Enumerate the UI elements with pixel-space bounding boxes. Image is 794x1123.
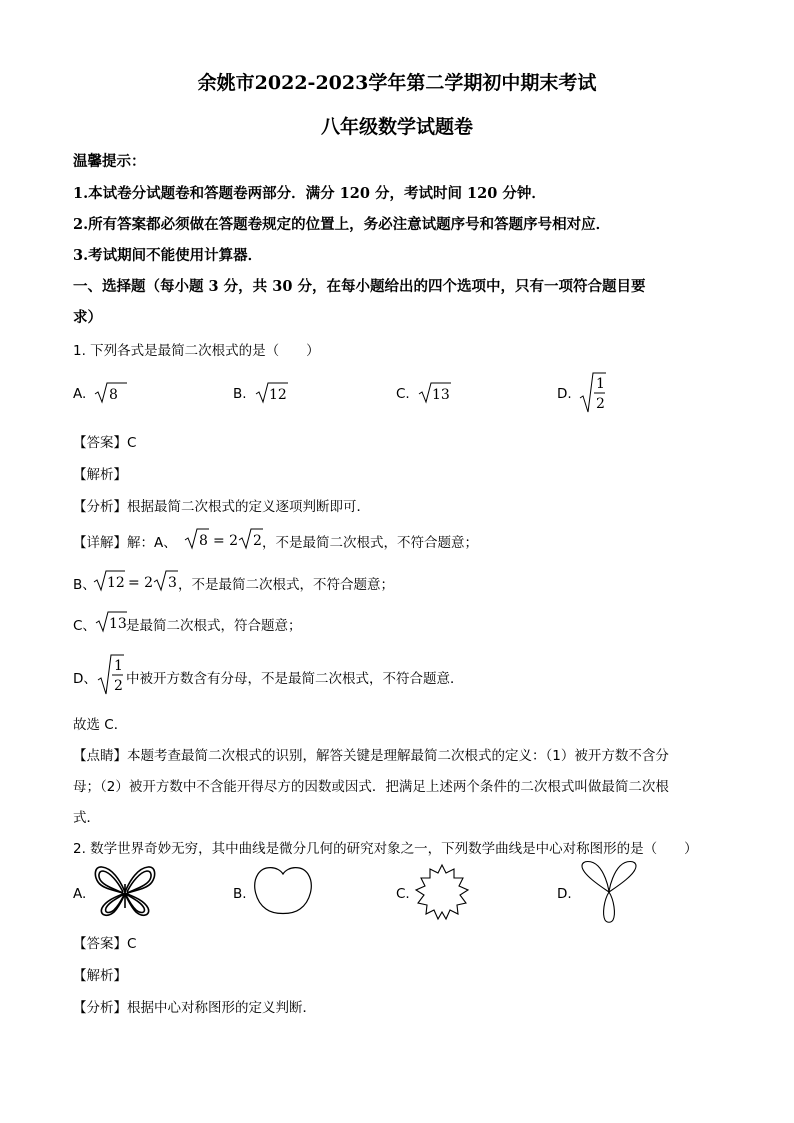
q1-detail-b-right: 3 <box>168 575 177 591</box>
q1-option-b-radicand: 12 <box>269 387 287 403</box>
q1-detail-a-text: ，不是最简二次根式，不符合题意； <box>262 535 478 551</box>
q2-option-c-letter: C. <box>396 886 410 902</box>
q1-detail-c-text: 是最简二次根式，符合题意； <box>126 618 302 634</box>
q1-detail-d-sqrt-fraction <box>96 652 126 698</box>
q1-dianjing-text1: 本题考查最简二次根式的识别，解答关键是理解最简二次根式的定义：（1）被开方数不含分 <box>127 748 669 764</box>
q1-detail-label: 【详解】 <box>73 535 127 551</box>
q1-option-b-letter: B. <box>233 386 247 402</box>
three-leaf-rose-curve-icon <box>576 860 642 924</box>
q1-fenxi-text: 根据最简二次根式的定义逐项判断即可． <box>127 499 370 515</box>
q1-detail-a-expression <box>183 526 273 552</box>
q2-option-a-letter: A. <box>73 886 87 902</box>
q1-stem: 1. 下列各式是最简二次根式的是（ ） <box>73 343 320 359</box>
tips-item-1: 1.本试卷分试题卷和答题卷两部分．满分 120 分，考试时间 120 分钟． <box>73 185 546 202</box>
q1-detail-b-prefix: B、 <box>73 577 96 593</box>
q1-detail-c-radicand: 13 <box>109 616 127 632</box>
q2-option-d-letter: D. <box>557 886 572 902</box>
q2-answer <box>73 932 136 952</box>
cardioid-curve-icon <box>252 864 314 918</box>
exam-subtitle: 八年级数学试题卷 <box>320 116 473 138</box>
tips-item-2: 2.所有答案都必须做在答题卷规定的位置上，务必注意试题序号和答题序号相对应． <box>73 216 611 233</box>
q1-fenxi-label: 【分析】 <box>73 499 127 515</box>
q1-analysis-label: 【解析】 <box>73 467 127 483</box>
q1-detail-a-eq: = 2 <box>213 533 239 549</box>
q2-fenxi-label: 【分析】 <box>73 1000 127 1016</box>
q1-fenxi <box>73 495 370 515</box>
q1-option-d-letter: D. <box>557 386 572 402</box>
section-heading-line1: 一、选择题（每小题 3 分，共 30 分，在每小题给出的四个选项中，只有一项符合题目要 <box>73 278 646 295</box>
q1-detail-b-eq: = 2 <box>128 575 154 591</box>
q1-detail-d-text: 中被开方数含有分母，不是最简二次根式，不符合题意． <box>126 671 464 687</box>
q1-option-a-sqrt <box>93 380 133 406</box>
q1-answer-label: 【答案】 <box>73 435 127 451</box>
q1-detail-a-right: 2 <box>253 533 262 549</box>
q2-option-b-letter: B. <box>233 886 247 902</box>
q1-detail-b-expression <box>92 568 192 594</box>
section-heading-line2: 求） <box>73 309 102 326</box>
q1-conclusion: 故选 C． <box>73 717 128 733</box>
q2-analysis-label: 【解析】 <box>73 968 127 984</box>
q1-dianjing-line2: 母；（2）被开方数中不含能开得尽方的因数或因式．把满足上述两个条件的二次根式叫做最简二次根 <box>73 779 669 795</box>
q1-dianjing-label: 【点睛】 <box>73 748 127 764</box>
q1-option-c-radicand: 13 <box>432 387 450 403</box>
q1-option-d-denominator: 2 <box>596 396 605 412</box>
star-snowflake-curve-icon <box>412 862 472 922</box>
q1-answer-value: C <box>127 435 137 451</box>
q1-detail-d-numerator: 1 <box>114 658 123 674</box>
q2-answer-value: C <box>127 936 137 952</box>
q1-detail-a-prefix: 解：A、 <box>127 535 177 551</box>
q1-detail-a <box>73 531 177 551</box>
q1-option-a-radicand: 8 <box>109 387 118 403</box>
q1-option-d-sqrt-fraction <box>578 370 608 416</box>
q2-fenxi <box>73 996 316 1016</box>
q1-option-a-letter: A. <box>73 386 87 402</box>
tips-heading: 温馨提示： <box>73 153 146 170</box>
q2-fenxi-text: 根据中心对称图形的定义判断． <box>127 1000 316 1016</box>
q2-stem: 2. 数学世界奇妙无穷，其中曲线是微分几何的研究对象之一，下列数学曲线是中心对称图形的是（ ） <box>73 841 698 857</box>
q1-detail-b-left: 12 <box>107 575 125 591</box>
q1-dianjing-line3: 式． <box>73 810 100 826</box>
exam-title: 余姚市2022-2023学年第二学期初中期末考试 <box>197 72 597 94</box>
tips-item-3: 3.考试期间不能使用计算器． <box>73 247 263 264</box>
q1-option-c-sqrt <box>417 380 457 406</box>
butterfly-curve-icon <box>92 862 158 920</box>
q1-option-b-sqrt <box>254 380 294 406</box>
q1-detail-d-prefix: D、 <box>73 671 97 687</box>
q1-detail-c-prefix: C、 <box>73 618 96 634</box>
q1-detail-b-text: ，不是最简二次根式，不符合题意； <box>178 577 394 593</box>
q1-option-d-numerator: 1 <box>596 376 605 392</box>
q2-answer-label: 【答案】 <box>73 936 127 952</box>
q1-dianjing-line1 <box>73 744 669 764</box>
q1-detail-a-left: 8 <box>199 533 208 549</box>
q1-option-c-letter: C. <box>396 386 410 402</box>
q1-answer <box>73 431 136 451</box>
q1-detail-d-denominator: 2 <box>114 678 123 694</box>
